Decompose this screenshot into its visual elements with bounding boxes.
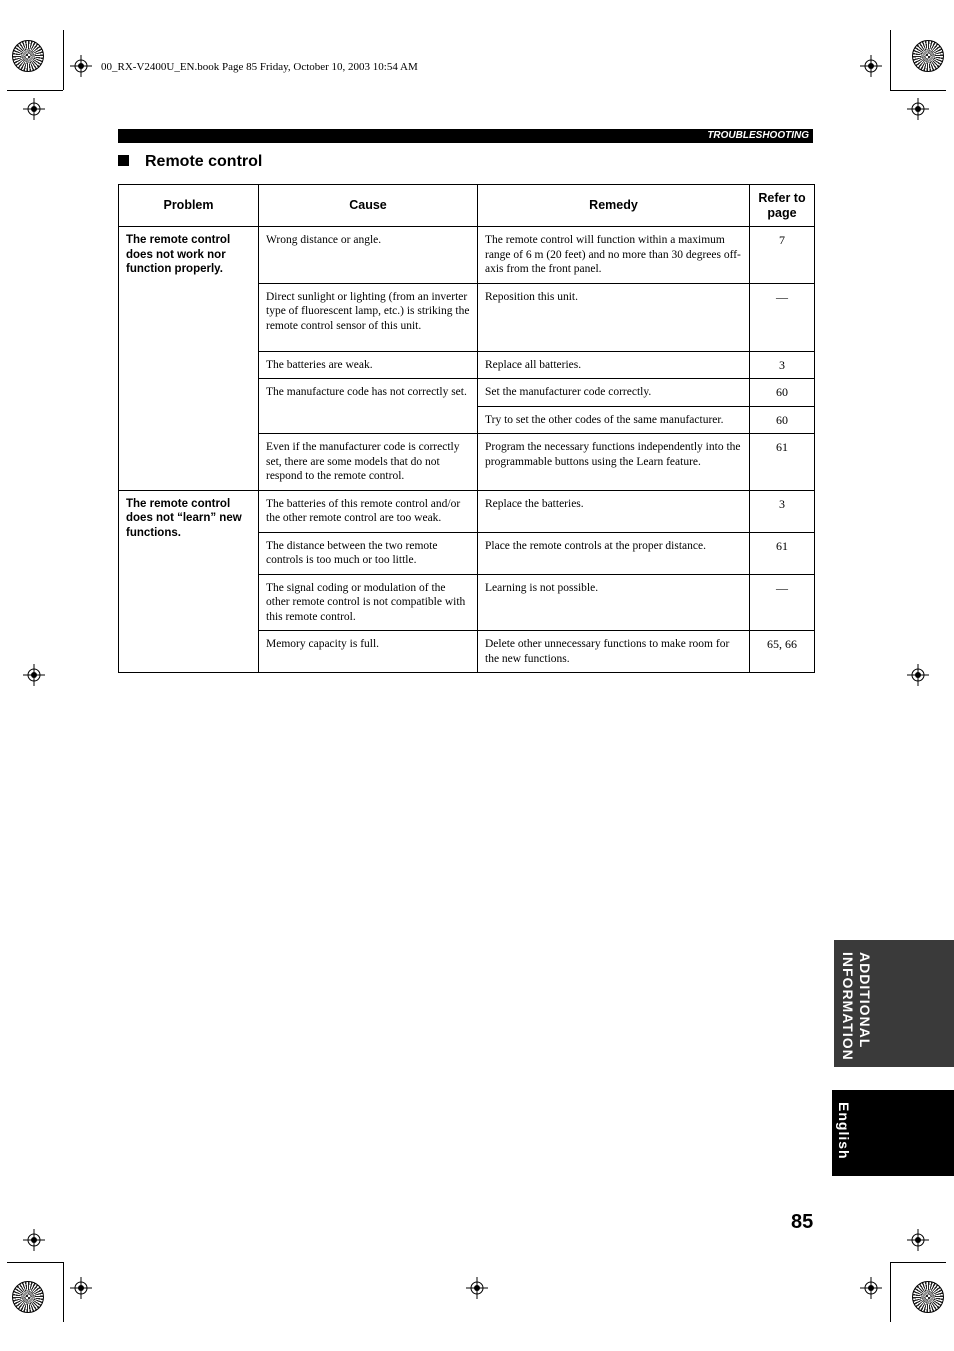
remedy-cell: Reposition this unit. — [478, 283, 750, 351]
square-bullet-icon — [118, 155, 129, 166]
ref-cell: 7 — [750, 227, 815, 284]
remedy-cell: Place the remote controls at the proper distance. — [478, 532, 750, 574]
registration-mark-icon — [860, 55, 882, 77]
language-side-tab-label: English — [836, 1102, 852, 1160]
registration-mark-icon — [860, 1277, 882, 1299]
remedy-cell: Replace all batteries. — [478, 351, 750, 379]
ref-cell: 60 — [750, 379, 815, 407]
ref-cell: 61 — [750, 532, 815, 574]
registration-mark-icon — [907, 98, 929, 120]
color-target-icon — [12, 1281, 44, 1313]
ref-cell: — — [750, 574, 815, 631]
header-refer-to-page: Refer to page — [750, 185, 815, 227]
remedy-cell: Replace the batteries. — [478, 490, 750, 532]
print-header: 00_RX-V2400U_EN.book Page 85 Friday, October 10, 2003 10:54 AM — [101, 61, 418, 73]
cause-cell: Direct sunlight or lighting (from an inverter type of fluorescent lamp, etc.) is striking the remote control sensor of this unit. — [259, 283, 478, 351]
registration-mark-icon — [70, 1277, 92, 1299]
troubleshooting-table — [118, 184, 815, 673]
ref-cell: 3 — [750, 490, 815, 532]
remedy-cell: Program the necessary functions independently into the programmable buttons using the Learn feature. — [478, 434, 750, 491]
ref-cell: 65, 66 — [750, 631, 815, 673]
language-side-tab — [832, 1090, 954, 1176]
remedy-cell: The remote control will function within a maximum range of 6 m (20 feet) and no more than 30 degrees off-axis from the front panel. — [478, 227, 750, 284]
remedy-cell: Set the manufacturer code correctly. — [478, 379, 750, 407]
color-target-icon — [912, 1281, 944, 1313]
remedy-cell: Learning is not possible. — [478, 574, 750, 631]
cause-cell: The batteries of this remote control and/or the other remote control are too weak. — [259, 490, 478, 532]
cause-cell: Even if the manufacturer code is correctly set, there are some models that do not respond to the remote control. — [259, 434, 478, 491]
registration-mark-icon — [23, 98, 45, 120]
problem-cell: The remote control does not work nor function properly. — [119, 227, 259, 491]
table-header-row — [119, 185, 815, 227]
ref-cell: 61 — [750, 434, 815, 491]
cause-cell: Memory capacity is full. — [259, 631, 478, 673]
page-number: 85 — [791, 1211, 814, 1233]
color-target-icon — [12, 40, 44, 72]
registration-mark-icon — [70, 55, 92, 77]
remedy-cell: Delete other unnecessary functions to make room for the new functions. — [478, 631, 750, 673]
section-side-tab-label: ADDITIONAL INFORMATION — [840, 952, 873, 1061]
registration-mark-icon — [23, 1229, 45, 1251]
table-row — [119, 227, 815, 284]
table-row — [119, 490, 815, 532]
section-side-tab — [834, 940, 954, 1067]
section-title-text: Remote control — [145, 153, 263, 170]
registration-mark-icon — [907, 664, 929, 686]
section-title — [118, 153, 262, 171]
running-head-bar — [118, 129, 813, 143]
running-head: TROUBLESHOOTING — [707, 130, 809, 141]
cause-cell: The manufacture code has not correctly set. — [259, 379, 478, 434]
header-cause: Cause — [259, 185, 478, 227]
cause-cell: Wrong distance or angle. — [259, 227, 478, 284]
ref-cell: 60 — [750, 406, 815, 434]
header-remedy: Remedy — [478, 185, 750, 227]
registration-mark-icon — [907, 1229, 929, 1251]
cause-cell: The distance between the two remote controls is too much or too little. — [259, 532, 478, 574]
color-target-icon — [912, 40, 944, 72]
ref-cell: — — [750, 283, 815, 351]
remedy-cell: Try to set the other codes of the same manufacturer. — [478, 406, 750, 434]
problem-cell: The remote control does not “learn” new functions. — [119, 490, 259, 673]
registration-mark-icon — [23, 664, 45, 686]
cause-cell: The signal coding or modulation of the other remote control is not compatible with this remote control. — [259, 574, 478, 631]
ref-cell: 3 — [750, 351, 815, 379]
cause-cell: The batteries are weak. — [259, 351, 478, 379]
registration-mark-icon — [466, 1277, 488, 1299]
header-problem: Problem — [119, 185, 259, 227]
